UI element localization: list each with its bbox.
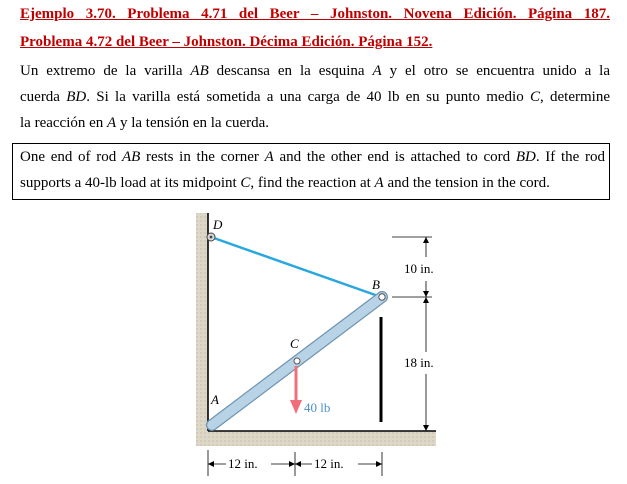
english-line-2: supports a 40-lb load at its midpoint C, find the reaction at A and the tension in the cord. <box>20 175 550 191</box>
dim10-arrow-up <box>423 237 429 243</box>
load-label: 40 lb <box>304 400 331 415</box>
floor <box>196 431 436 446</box>
label-d: D <box>213 217 223 232</box>
label-b: B <box>372 277 380 292</box>
dim12b-arrow-right <box>376 461 382 467</box>
dim-12-left-label: 12 in. <box>228 456 258 471</box>
spanish-line-1: Un extremo de la varilla AB descansa en la esquina A y el otro se encuentra unido a la <box>20 63 610 79</box>
dim12a-arrow-right <box>289 461 295 467</box>
label-a: A <box>211 392 219 407</box>
wall <box>196 213 208 446</box>
dim-12-right-label: 12 in. <box>314 456 344 471</box>
example-title-line1: Ejemplo 3.70. Problema 4.71 del Beer – Johnston. Novena Edición. Página 187. <box>20 6 610 22</box>
dim18-arrow-down <box>423 425 429 431</box>
dim10-arrow-down <box>423 291 429 297</box>
point-c <box>294 358 300 364</box>
dim-10-label: 10 in. <box>404 261 434 276</box>
english-line-1: One end of rod AB rests in the corner A and the other end is attached to cord BD. If the rod <box>20 149 606 165</box>
pin-b <box>379 294 385 300</box>
example-title-line2: Problema 4.72 del Beer – Johnston. Décima Edición. Página 152. <box>20 34 433 50</box>
spanish-line-2: cuerda BD. Si la varilla está sometida a una carga de 40 lb en su punto medio C, determine <box>20 89 610 105</box>
cord-bd <box>211 237 381 297</box>
load-arrow-head <box>290 400 302 414</box>
dim-18-label: 18 in. <box>404 355 434 370</box>
dim12b-arrow-left <box>295 461 301 467</box>
pin-d-center <box>210 236 213 239</box>
dim12a-arrow-left <box>208 461 214 467</box>
dim18-arrow-up <box>423 297 429 303</box>
label-c: C <box>290 336 299 351</box>
spanish-line-3: la reacción en A y la tensión en la cuerda. <box>20 115 270 131</box>
